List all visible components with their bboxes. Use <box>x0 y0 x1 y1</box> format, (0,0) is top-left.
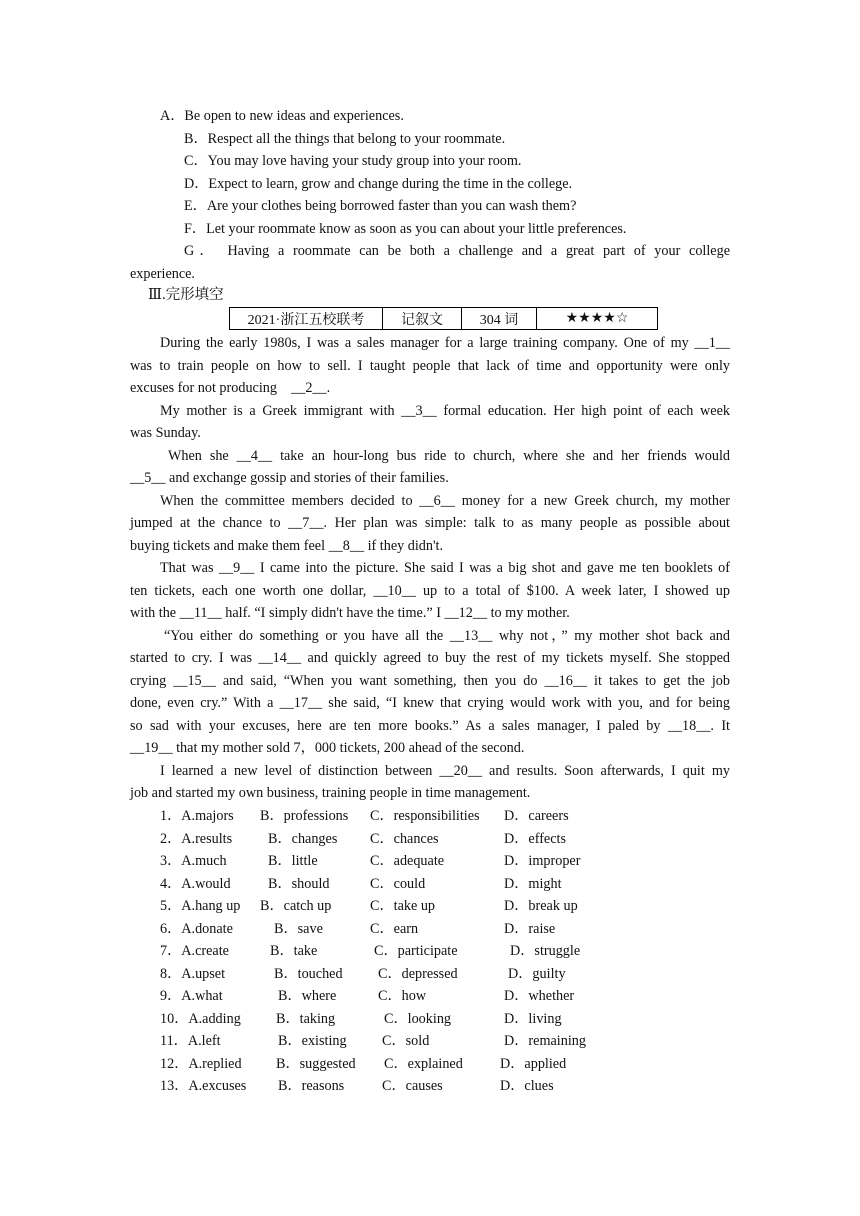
question-option-b: B．reasons <box>278 1078 345 1094</box>
passage-line: That was __9__ I came into the picture. She said I was a big shot and gave me ten booklets of <box>160 560 730 576</box>
question-option-c: C．explained <box>384 1055 463 1072</box>
question-option-a: 5．A.hang up <box>160 898 241 914</box>
passage-line: My mother is a Greek immigrant with __3__ formal education. Her high point of each week <box>160 402 730 419</box>
option-g: G． Having a roommate can be both a challenge and a great part of your college <box>184 243 730 259</box>
question-option-c: C．earn <box>370 920 419 937</box>
question-option-d: D．living <box>504 1010 562 1027</box>
question-option-d: D．struggle <box>510 943 581 959</box>
question-option-b: B．little <box>268 853 318 869</box>
question-option-a: 1．A.majors <box>160 808 234 824</box>
question-option-a: 11．A.left <box>160 1033 221 1049</box>
passage-line: started to cry. I was __14__ and quickly agreed to buy the rest of my tickets myself. She stopped <box>130 650 730 666</box>
passage-line: excuses for not producing __2__. <box>130 380 331 396</box>
question-option-c: C．adequate <box>370 853 445 869</box>
passage-line: “You either do something or you have all the __13__ why not，” my mother shot back and <box>164 627 730 644</box>
option-a: A．Be open to new ideas and experiences. <box>160 108 404 124</box>
question-option-a: 10．A.adding <box>160 1010 241 1027</box>
question-option-d: D．guilty <box>508 965 566 982</box>
passage-line: I learned a new level of distinction between __20__ and results. Soon afterwards, I quit my <box>160 762 730 779</box>
question-option-b: B．professions <box>260 808 349 824</box>
option-g-cont: experience. <box>130 266 195 282</box>
passage-line: crying __15__ and said, “When you want something, then you do __16__ it takes to get the job <box>130 672 730 689</box>
question-option-a: 9．A.what <box>160 988 223 1004</box>
question-option-c: C．sold <box>382 1033 430 1049</box>
passage-line: done, even cry.” With a __17__ she said, “I knew that crying would work with you, and for being <box>130 695 730 711</box>
question-option-c: C．take up <box>370 898 436 914</box>
option-c: C．You may love having your study group into your room. <box>184 153 522 169</box>
question-option-b: B．save <box>274 920 323 937</box>
source-cell: 2021·浙江五校联考 <box>230 308 383 330</box>
question-option-a: 4．A.would <box>160 875 231 892</box>
question-option-b: B．touched <box>274 965 343 982</box>
question-option-d: D．might <box>504 875 562 892</box>
passage-line: During the early 1980s, I was a sales manager for a large training company. One of my __1__ <box>160 335 730 351</box>
passage-line: jumped at the chance to __7__. Her plan was simple: talk to as many people as possible about <box>130 515 730 531</box>
question-option-d: D．raise <box>504 920 556 937</box>
question-option-c: C．depressed <box>378 965 458 982</box>
wordcount-cell: 304 词 <box>462 308 537 330</box>
question-option-d: D．careers <box>504 808 569 824</box>
option-f: F．Let your roommate know as soon as you can about your little preferences. <box>184 221 627 237</box>
question-option-b: B．take <box>270 943 318 959</box>
question-option-c: C．participate <box>374 943 458 959</box>
passage-line: job and started my own business, training people in time management. <box>130 785 531 801</box>
passage-line: ten tickets, each one worth one dollar, __10__ up to a total of $100. A week later, I showed up <box>130 582 730 599</box>
difficulty-cell: ★★★★☆ <box>537 308 658 330</box>
question-option-d: D．applied <box>500 1055 567 1072</box>
question-option-b: B．where <box>278 988 337 1004</box>
passage-line: When she __4__ take an hour-long bus ride to church, where she and her friends would <box>168 447 730 464</box>
question-option-c: C．responsibilities <box>370 808 480 824</box>
question-option-b: B．catch up <box>260 898 332 914</box>
question-option-a: 2．A.results <box>160 830 233 847</box>
question-option-a: 13．A.excuses <box>160 1078 247 1094</box>
passage-line: __5__ and exchange gossip and stories of their families. <box>130 470 449 486</box>
question-option-a: 12．A.replied <box>160 1055 242 1072</box>
question-option-b: B．suggested <box>276 1055 356 1072</box>
question-option-a: 6．A.donate <box>160 920 233 937</box>
question-option-b: B．existing <box>278 1033 347 1049</box>
question-option-d: D．remaining <box>504 1033 586 1049</box>
question-option-a: 3．A.much <box>160 853 227 869</box>
question-option-c: C．causes <box>382 1078 443 1094</box>
option-b: B．Respect all the things that belong to your roommate. <box>184 131 506 147</box>
question-option-c: C．looking <box>384 1010 452 1027</box>
passage-line: with the __11__ half. “I simply didn't have the time.” I __12__ to my mother. <box>130 605 570 621</box>
question-option-b: B．changes <box>268 830 338 847</box>
passage-line: was Sunday. <box>130 425 201 441</box>
question-option-b: B．should <box>268 875 330 892</box>
question-option-c: C．could <box>370 875 426 892</box>
question-option-a: 8．A.upset <box>160 965 226 982</box>
passage-line: was to train people on how to sell. I taught people that lack of time and opportunity were only <box>130 357 730 374</box>
option-d: D．Expect to learn, grow and change during the time in the college. <box>184 176 573 192</box>
option-e: E．Are your clothes being borrowed faster than you can wash them? <box>184 198 577 214</box>
passage-line: buying tickets and make them feel __8__ if they didn't. <box>130 537 444 554</box>
passage-line: __19__ that my mother sold 7，000 tickets, 200 ahead of the second. <box>130 740 525 756</box>
question-option-d: D．whether <box>504 988 575 1004</box>
question-option-a: 7．A.create <box>160 943 229 959</box>
passage-line: When the committee members decided to __6__ money for a new Greek church, my mother <box>160 492 730 509</box>
section-title: Ⅲ.完形填空 <box>148 287 224 303</box>
question-option-d: D．effects <box>504 830 566 847</box>
question-option-c: C．chances <box>370 830 439 847</box>
question-option-d: D．break up <box>504 898 578 914</box>
question-option-d: D．improper <box>504 853 581 869</box>
question-option-d: D．clues <box>500 1078 554 1094</box>
question-option-b: B．taking <box>276 1010 336 1027</box>
genre-cell: 记叙文 <box>383 308 462 330</box>
source-table <box>229 307 658 330</box>
passage-line: so sad with your excuses, here are ten more books.” As a sales manager, I paled by __18__. It <box>130 717 730 734</box>
question-option-c: C．how <box>378 988 427 1004</box>
